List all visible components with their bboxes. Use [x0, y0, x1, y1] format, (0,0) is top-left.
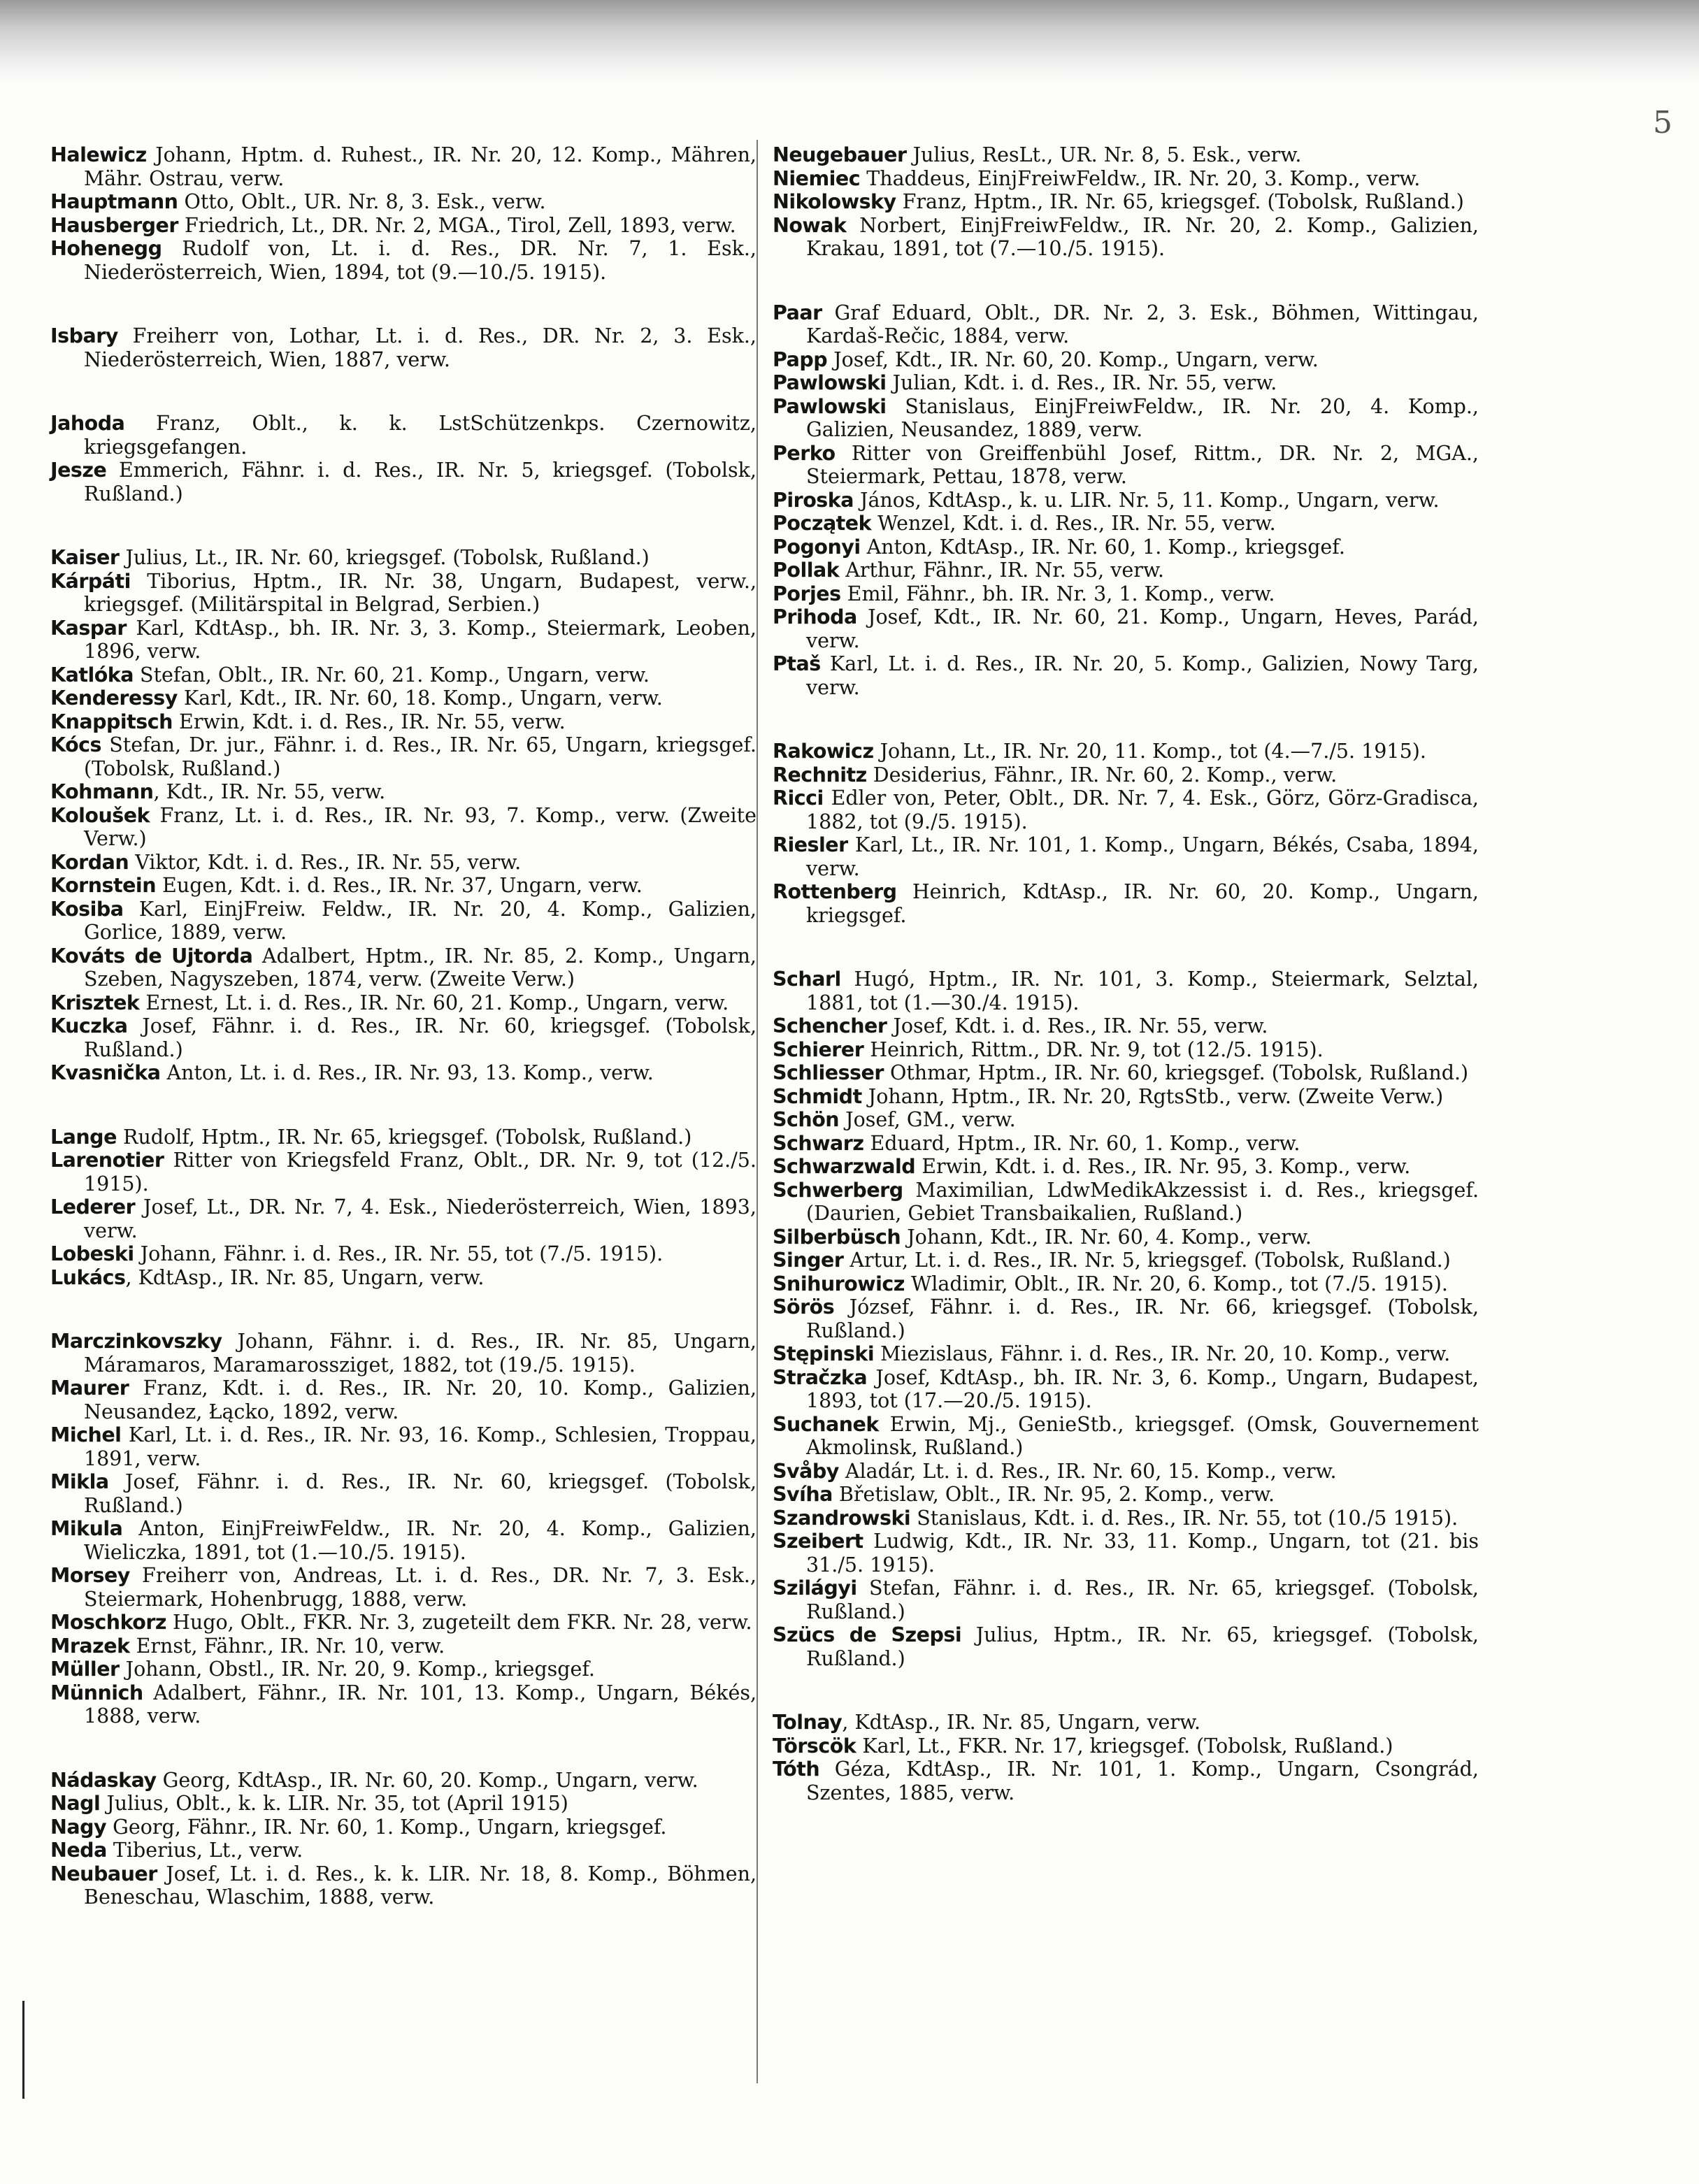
entry-surname: Pollak: [773, 559, 840, 582]
list-entry: [50, 1014, 757, 1061]
entry-details: Johann, Lt., IR. Nr. 20, 11. Komp., tot (4.—7./5. 1915).: [873, 740, 1426, 763]
entry-details: Tiberius, Lt., verw.: [106, 1839, 303, 1862]
entry-details: Graf Eduard, Oblt., DR. Nr. 2, 3. Esk., Böhmen, Wittingau, Kardaš-Rečic, 1884, verw.: [806, 301, 1479, 347]
list-entry: [50, 1658, 757, 1681]
entry-surname: Schliesser: [773, 1061, 884, 1084]
entry-details: Artur, Lt. i. d. Res., IR. Nr. 5, kriegsgef. (Tobolsk, Rußland.): [843, 1249, 1451, 1272]
list-entry: [50, 1635, 757, 1658]
list-entry: [773, 1155, 1479, 1179]
list-entry: [50, 1839, 757, 1862]
entry-surname: Porjes: [773, 582, 841, 605]
entry-surname: Kordan: [50, 850, 129, 874]
list-entry: [773, 442, 1479, 489]
entry-details: Johann, Obstl., IR. Nr. 20, 9. Komp., kriegsgef.: [119, 1658, 595, 1681]
list-entry: [773, 1132, 1479, 1156]
entry-surname: Nádaskay: [50, 1768, 157, 1792]
entry-details: Karl, Lt. i. d. Res., IR. Nr. 93, 16. Komp., Schlesien, Troppau, 1891, verw.: [84, 1423, 757, 1470]
entry-details: Géza, KdtAsp., IR. Nr. 101, 1. Komp., Ungarn, Csongrád, Szentes, 1885, verw.: [806, 1758, 1479, 1804]
list-entry: [50, 1517, 757, 1564]
list-entry: [773, 1711, 1479, 1734]
entry-surname: Schwerberg: [773, 1178, 903, 1202]
list-entry: [773, 605, 1479, 652]
list-entry: [773, 1295, 1479, 1342]
entry-surname: Kvasnička: [50, 1061, 161, 1084]
entry-surname: Katlóka: [50, 663, 134, 687]
list-entry: [773, 1038, 1479, 1062]
entry-surname: Scharl: [773, 968, 841, 991]
entry-surname: Schierer: [773, 1037, 864, 1061]
entry-details: Johann, Hptm. d. Ruhest., IR. Nr. 20, 12. Komp., Mähren, Mähr. Ostrau, verw.: [84, 143, 757, 190]
entry-surname: Rottenberg: [773, 880, 897, 903]
scan-shadow: [0, 0, 1699, 84]
entry-surname: Tolnay: [773, 1711, 843, 1734]
list-entry: [50, 1769, 757, 1793]
entry-details: Josef, Kdt., IR. Nr. 60, 20. Komp., Ungarn, verw.: [827, 347, 1319, 371]
list-entry: [773, 301, 1479, 348]
list-entry: [50, 804, 757, 851]
entry-details: József, Fähnr. i. d. Res., IR. Nr. 66, kriegsgef. (Tobolsk, Rußland.): [806, 1295, 1479, 1342]
list-entry: [50, 1266, 757, 1290]
list-entry: [50, 617, 757, 663]
entry-surname: Sörös: [773, 1295, 835, 1319]
entry-details: Erwin, Kdt. i. d. Res., IR. Nr. 55, verw.: [172, 710, 566, 733]
list-entry: [773, 489, 1479, 512]
entry-surname: Hauptmann: [50, 190, 178, 213]
entry-details: Adalbert, Hptm., IR. Nr. 85, 2. Komp., Ungarn, Szeben, Nagyszeben, 1874, verw. (Zweite Verw.): [84, 944, 757, 991]
entry-surname: Paar: [773, 301, 822, 324]
entry-details: Hugo, Oblt., FKR. Nr. 3, zugeteilt dem FKR. Nr. 28, verw.: [166, 1611, 752, 1634]
entry-details: Franz, Hptm., IR. Nr. 65, kriegsgef. (Tobolsk, Rußland.): [896, 190, 1464, 213]
entry-details: Adalbert, Fähnr., IR. Nr. 101, 13. Komp., Ungarn, Békés, 1888, verw.: [84, 1681, 757, 1727]
entry-details: Julius, Lt., IR. Nr. 60, kriegsgef. (Tobolsk, Rußland.): [119, 546, 650, 569]
entry-surname: Pogonyi: [773, 535, 861, 559]
entry-surname: Kaspar: [50, 616, 127, 640]
entry-surname: Hohenegg: [50, 237, 162, 260]
section-gap: [50, 284, 757, 324]
section-gap: [50, 1728, 757, 1769]
entry-surname: Szandrowski: [773, 1506, 911, 1530]
entry-surname: Marczinkovszky: [50, 1330, 222, 1353]
entry-surname: Kócs: [50, 733, 102, 756]
entry-details: Ernest, Lt. i. d. Res., IR. Nr. 60, 21. Komp., Ungarn, verw.: [139, 991, 729, 1014]
entry-details: Josef, KdtAsp., bh. IR. Nr. 3, 6. Komp., Ungarn, Budapest, 1893, tot (17.—20./5. 1915).: [806, 1365, 1479, 1412]
entry-surname: Neugebauer: [773, 143, 907, 166]
entry-details: János, KdtAsp., k. u. LIR. Nr. 5, 11. Komp., Ungarn, verw.: [853, 488, 1440, 512]
entry-surname: Münnich: [50, 1681, 143, 1704]
list-entry: [773, 536, 1479, 559]
entry-details: Franz, Oblt., k. k. LstSchützenkps. Czernowitz, kriegsgefangen.: [84, 412, 757, 459]
entry-details: Stefan, Fähnr. i. d. Res., IR. Nr. 65, kriegsgef. (Tobolsk, Rußland.): [806, 1576, 1479, 1623]
entry-surname: Moschkorz: [50, 1611, 166, 1634]
entry-details: Karl, Lt., IR. Nr. 101, 1. Komp., Ungarn, Békés, Csaba, 1894, verw.: [806, 833, 1479, 880]
entry-surname: Kornstein: [50, 874, 156, 897]
entry-details: Tiborius, Hptm., IR. Nr. 38, Ungarn, Budapest, verw., kriegsgef. (Militärspital in Belgrad, Serbien.): [84, 569, 757, 616]
list-entry: [773, 1623, 1479, 1670]
list-entry: [773, 763, 1479, 787]
entry-details: Josef, Fähnr. i. d. Res., IR. Nr. 60, kriegsgef. (Tobolsk, Rußland.): [84, 1470, 757, 1517]
list-entry: [50, 1792, 757, 1816]
entry-details: Emil, Fähnr., bh. IR. Nr. 3, 1. Komp., verw.: [840, 582, 1275, 605]
list-entry: [50, 1816, 757, 1839]
entry-details: Viktor, Kdt. i. d. Res., IR. Nr. 55, verw.: [129, 850, 522, 874]
entry-details: Erwin, Mj., GenieStb., kriegsgef. (Omsk, Gouvernement Akmolinsk, Rußland.): [806, 1412, 1479, 1459]
entry-details: Karl, Lt., FKR. Nr. 17, kriegsgef. (Tobolsk, Rußland.): [856, 1734, 1393, 1758]
entry-surname: Knappitsch: [50, 710, 173, 733]
entry-details: Julius, Hptm., IR. Nr. 65, kriegsgef. (Tobolsk, Rußland.): [806, 1623, 1479, 1670]
entry-surname: Pawlowski: [773, 394, 887, 418]
entry-details: Hugó, Hptm., IR. Nr. 101, 3. Komp., Steiermark, Selztal, 1881, tot (1.—30./4. 1915).: [806, 968, 1479, 1014]
list-entry: [50, 1061, 757, 1085]
entry-surname: Schencher: [773, 1014, 887, 1037]
entry-surname: Mikla: [50, 1470, 109, 1493]
entry-details: Thaddeus, EinjFreiwFeldw., IR. Nr. 20, 3. Komp., verw.: [860, 166, 1421, 190]
entry-surname: Kuczka: [50, 1014, 128, 1037]
list-entry: [773, 1413, 1479, 1460]
section-gap: [50, 371, 757, 412]
entry-details: Johann, Fähnr. i. d. Res., IR. Nr. 55, tot (7./5. 1915).: [134, 1242, 664, 1265]
entry-details: Ludwig, Kdt., IR. Nr. 33, 11. Komp., Ungarn, tot (21. bis 31./5. 1915).: [806, 1530, 1479, 1576]
entry-details: Karl, Lt. i. d. Res., IR. Nr. 20, 5. Komp., Galizien, Nowy Targ, verw.: [806, 652, 1479, 699]
section-gap: [773, 261, 1479, 301]
entry-details: Heinrich, Rittm., DR. Nr. 9, tot (12./5. 1915).: [863, 1037, 1324, 1061]
list-entry: [773, 512, 1479, 536]
list-entry: [773, 348, 1479, 372]
section-gap: [50, 1085, 757, 1126]
entry-surname: Schwarz: [773, 1131, 864, 1155]
list-entry: [50, 237, 757, 284]
entry-surname: Schön: [773, 1108, 840, 1131]
list-entry: [773, 1249, 1479, 1272]
entry-details: Emmerich, Fähnr. i. d. Res., IR. Nr. 5, kriegsgef. (Tobolsk, Rußland.): [84, 459, 757, 505]
entry-details: Stefan, Oblt., IR. Nr. 60, 21. Komp., Ungarn, verw.: [133, 663, 650, 687]
entry-surname: Silberbüsch: [773, 1225, 901, 1249]
entry-surname: Riesler: [773, 833, 848, 856]
entry-details: , KdtAsp., IR. Nr. 85, Ungarn, verw.: [125, 1265, 485, 1289]
list-entry: [773, 1734, 1479, 1758]
list-entry: [50, 1470, 757, 1517]
entry-details: Julius, ResLt., UR. Nr. 8, 5. Esk., verw.: [906, 143, 1302, 166]
entry-surname: Kováts de Ujtorda: [50, 944, 253, 968]
entry-surname: Maurer: [50, 1377, 129, 1400]
entry-surname: Początek: [773, 512, 872, 535]
entry-details: Franz, Kdt. i. d. Res., IR. Nr. 20, 10. Komp., Galizien, Neusandez, Łącko, 1892, verw.: [84, 1377, 757, 1423]
entry-details: Ritter von Kriegsfeld Franz, Oblt., DR. Nr. 9, tot (12./5. 1915).: [84, 1149, 757, 1195]
entry-surname: Kárpáti: [50, 569, 131, 593]
list-entry: [50, 944, 757, 991]
entry-surname: Stračzka: [773, 1365, 868, 1389]
list-entry: [50, 190, 757, 214]
list-entry: [773, 214, 1479, 261]
entry-details: Wenzel, Kdt. i. d. Res., IR. Nr. 55, verw.: [871, 512, 1276, 535]
section-gap: [50, 505, 757, 546]
entry-surname: Nowak: [773, 213, 847, 237]
entry-details: , Kdt., IR. Nr. 55, verw.: [153, 780, 386, 803]
list-entry: [50, 1242, 757, 1266]
list-entry: [50, 898, 757, 944]
column-divider: [757, 140, 758, 2083]
entry-details: Stefan, Dr. jur., Fähnr. i. d. Res., IR. Nr. 65, Ungarn, kriegsgef. (Tobolsk, Rußland.): [84, 733, 757, 780]
entry-details: Ernst, Fähnr., IR. Nr. 10, verw.: [129, 1634, 445, 1658]
entry-surname: Stępinski: [773, 1342, 875, 1365]
entry-surname: Perko: [773, 441, 836, 465]
entry-surname: Mikula: [50, 1517, 123, 1540]
list-entry: [50, 412, 757, 459]
list-entry: [773, 1061, 1479, 1085]
entry-surname: Michel: [50, 1423, 122, 1446]
entry-surname: Svíha: [773, 1483, 833, 1506]
entry-details: Eduard, Hptm., IR. Nr. 60, 1. Komp., verw.: [863, 1131, 1300, 1155]
entry-details: Josef, Kdt. i. d. Res., IR. Nr. 55, verw.: [887, 1014, 1268, 1037]
entry-details: Johann, Kdt., IR. Nr. 60, 4. Komp., verw.: [901, 1225, 1312, 1249]
entry-details: , KdtAsp., IR. Nr. 85, Ungarn, verw.: [842, 1711, 1201, 1734]
list-entry: [773, 968, 1479, 1014]
entry-details: Karl, EinjFreiw. Feldw., IR. Nr. 20, 4. Komp., Galizien, Gorlice, 1889, verw.: [84, 897, 757, 944]
list-entry: [773, 652, 1479, 699]
entry-details: Eugen, Kdt. i. d. Res., IR. Nr. 37, Ungarn, verw.: [155, 874, 643, 897]
entry-details: Desiderius, Fähnr., IR. Nr. 60, 2. Komp., verw.: [866, 763, 1338, 786]
entry-surname: Schmidt: [773, 1084, 862, 1108]
list-entry: [773, 1179, 1479, 1226]
list-entry: [773, 833, 1479, 880]
entry-surname: Niemiec: [773, 166, 861, 190]
entry-details: Norbert, EinjFreiwFeldw., IR. Nr. 20, 2. Komp., Galizien, Krakau, 1891, tot (7.—10./5. 1915).: [806, 213, 1479, 260]
entry-details: Arthur, Fähnr., IR. Nr. 55, verw.: [839, 559, 1164, 582]
entry-details: Anton, EinjFreiwFeldw., IR. Nr. 20, 4. Komp., Galizien, Wieliczka, 1891, tot (1.—10./5. 1915).: [84, 1517, 757, 1564]
entry-details: Ritter von Greiffenbühl Josef, Rittm., DR. Nr. 2, MGA., Steiermark, Pettau, 1878, verw.: [806, 441, 1479, 488]
list-entry: [773, 1226, 1479, 1249]
entry-details: Josef, Lt., DR. Nr. 7, 4. Esk., Niederösterreich, Wien, 1893, verw.: [84, 1195, 757, 1242]
entry-surname: Svåby: [773, 1459, 839, 1483]
entry-surname: Lange: [50, 1125, 117, 1149]
entry-surname: Szeibert: [773, 1530, 863, 1553]
entry-details: Otto, Oblt., UR. Nr. 8, 3. Esk., verw.: [178, 190, 546, 213]
entry-surname: Lederer: [50, 1195, 136, 1219]
entry-surname: Jahoda: [50, 412, 125, 435]
list-entry: [773, 1366, 1479, 1413]
list-entry: [50, 1330, 757, 1377]
list-entry: [50, 874, 757, 898]
list-entry: [50, 570, 757, 617]
entry-details: Freiherr von, Andreas, Lt. i. d. Res., DR. Nr. 7, 3. Esk., Steiermark, Hohenbrugg, 1888, verw.: [84, 1564, 757, 1611]
entry-details: Miezislaus, Fähnr. i. d. Res., IR. Nr. 20, 10. Komp., verw.: [874, 1342, 1451, 1365]
list-entry: [50, 663, 757, 687]
list-entry: [773, 1085, 1479, 1109]
entry-surname: Rakowicz: [773, 740, 874, 763]
entry-surname: Nagy: [50, 1815, 107, 1839]
list-entry: [50, 1377, 757, 1423]
list-entry: [50, 991, 757, 1015]
entry-surname: Koloušek: [50, 803, 150, 827]
list-entry: [773, 880, 1479, 927]
entry-surname: Lukács: [50, 1265, 126, 1289]
list-entry: [50, 324, 757, 371]
entry-details: Erwin, Kdt. i. d. Res., IR. Nr. 95, 3. Komp., verw.: [915, 1155, 1411, 1178]
list-entry: [50, 1423, 757, 1470]
list-entry: [773, 1014, 1479, 1038]
entry-surname: Piroska: [773, 488, 854, 512]
list-entry: [50, 1862, 757, 1909]
entry-details: Johann, Hptm., IR. Nr. 20, RgtsStb., verw. (Zweite Verw.): [861, 1084, 1444, 1108]
entry-surname: Kohmann: [50, 780, 154, 803]
entry-surname: Halewicz: [50, 143, 147, 166]
entry-details: Othmar, Hptm., IR. Nr. 60, kriegsgef. (Tobolsk, Rußland.): [883, 1061, 1469, 1084]
entry-details: Friedrich, Lt., DR. Nr. 2, MGA., Tirol, Zell, 1893, verw.: [178, 213, 736, 237]
list-entry: [773, 143, 1479, 167]
entry-surname: Hausberger: [50, 213, 178, 237]
list-entry: [50, 546, 757, 570]
entry-details: Josef, Fähnr. i. d. Res., IR. Nr. 60, kriegsgef. (Tobolsk, Rußland.): [84, 1014, 757, 1061]
entry-surname: Papp: [773, 347, 828, 371]
list-entry: [50, 459, 757, 505]
list-entry: [773, 1530, 1479, 1576]
entry-surname: Törscök: [773, 1734, 856, 1758]
entry-surname: Morsey: [50, 1564, 130, 1587]
list-entry: [773, 190, 1479, 214]
entry-surname: Mrazek: [50, 1634, 130, 1658]
section-gap: [50, 1289, 757, 1330]
list-entry: [50, 780, 757, 804]
entry-surname: Ptaš: [773, 652, 821, 675]
list-entry: [773, 582, 1479, 606]
right-column: [773, 143, 1479, 1804]
list-entry: [773, 559, 1479, 582]
entry-surname: Kosiba: [50, 897, 124, 921]
entry-surname: Nikolowsky: [773, 190, 896, 213]
list-entry: [773, 395, 1479, 442]
entry-surname: Müller: [50, 1658, 120, 1681]
list-entry: [50, 851, 757, 875]
list-entry: [50, 710, 757, 734]
list-entry: [50, 1611, 757, 1635]
entry-surname: Szücs de Szepsi: [773, 1623, 962, 1646]
list-entry: [50, 1126, 757, 1149]
entry-surname: Singer: [773, 1249, 844, 1272]
entry-details: Aladár, Lt. i. d. Res., IR. Nr. 60, 15. Komp., verw.: [838, 1459, 1337, 1483]
section-gap: [773, 1670, 1479, 1711]
entry-surname: Suchanek: [773, 1412, 879, 1436]
entry-details: Julius, Oblt., k. k. LIR. Nr. 35, tot (April 1915): [100, 1792, 568, 1815]
entry-details: Georg, Fähnr., IR. Nr. 60, 1. Komp., Ungarn, kriegsgef.: [106, 1815, 667, 1839]
entry-surname: Jesze: [50, 459, 107, 482]
entry-details: Josef, Lt. i. d. Res., k. k. LIR. Nr. 18, 8. Komp., Böhmen, Beneschau, Wlaschim, 1888, verw.: [84, 1862, 757, 1909]
entry-surname: Tóth: [773, 1758, 820, 1781]
list-entry: [773, 1758, 1479, 1804]
entry-details: Georg, KdtAsp., IR. Nr. 60, 20. Komp., Ungarn, verw.: [156, 1768, 698, 1792]
list-entry: [773, 786, 1479, 833]
list-entry: [50, 1681, 757, 1728]
entry-details: Karl, KdtAsp., bh. IR. Nr. 3, 3. Komp., Steiermark, Leoben, 1896, verw.: [84, 616, 757, 663]
entry-surname: Kaiser: [50, 546, 120, 569]
entry-details: Freiherr von, Lothar, Lt. i. d. Res., DR. Nr. 2, 3. Esk., Niederösterreich, Wien, 1887, verw.: [84, 324, 757, 371]
list-entry: [50, 687, 757, 710]
list-entry: [773, 167, 1479, 191]
margin-mark: [22, 2001, 24, 2099]
list-entry: [773, 1342, 1479, 1366]
list-entry: [50, 1149, 757, 1195]
entry-surname: Ricci: [773, 786, 824, 810]
entry-details: Johann, Fähnr. i. d. Res., IR. Nr. 85, Ungarn, Máramaros, Maramarossziget, 1882, tot (19./5. 1915).: [84, 1330, 757, 1377]
entry-surname: Krisztek: [50, 991, 140, 1014]
entry-details: Maximilian, LdwMedikAkzessist i. d. Res., kriegsgef. (Daurien, Gebiet Transbaikalien, Rußland.): [806, 1178, 1479, 1225]
entry-details: Karl, Kdt., IR. Nr. 60, 18. Komp., Ungarn, verw.: [177, 687, 663, 710]
entry-details: Josef, Kdt., IR. Nr. 60, 21. Komp., Ungarn, Heves, Parád, verw.: [806, 605, 1479, 652]
entry-surname: Neubauer: [50, 1862, 157, 1885]
entry-surname: Kenderessy: [50, 687, 178, 710]
list-entry: [773, 740, 1479, 763]
list-entry: [773, 1483, 1479, 1507]
section-gap: [773, 699, 1479, 740]
entry-surname: Pawlowski: [773, 371, 887, 394]
entry-details: Edler von, Peter, Oblt., DR. Nr. 7, 4. Esk., Görz, Görz-Gradisca, 1882, tot (9./5. 1915).: [806, 786, 1479, 833]
list-entry: [773, 371, 1479, 395]
entry-surname: Isbary: [50, 324, 118, 347]
entry-details: Julian, Kdt. i. d. Res., IR. Nr. 55, verw.: [886, 371, 1277, 394]
list-entry: [773, 1272, 1479, 1296]
list-entry: [773, 1460, 1479, 1483]
entry-surname: Szilágyi: [773, 1576, 857, 1600]
list-entry: [50, 733, 757, 780]
entry-surname: Lobeski: [50, 1242, 134, 1265]
entry-details: Rudolf, Hptm., IR. Nr. 65, kriegsgef. (Tobolsk, Rußland.): [116, 1125, 692, 1149]
page-number: 5: [1653, 105, 1672, 141]
entry-details: Stanislaus, Kdt. i. d. Res., IR. Nr. 55, tot (10./5 1915).: [910, 1506, 1458, 1530]
entry-details: Rudolf von, Lt. i. d. Res., DR. Nr. 7, 1. Esk., Niederösterreich, Wien, 1894, tot (9.—10./5. 1915).: [84, 237, 757, 284]
list-entry: [773, 1507, 1479, 1530]
entry-surname: Prihoda: [773, 605, 857, 628]
entry-details: Stanislaus, EinjFreiwFeldw., IR. Nr. 20, 4. Komp., Galizien, Neusandez, 1889, verw.: [806, 394, 1479, 441]
entry-details: Břetislaw, Oblt., IR. Nr. 95, 2. Komp., verw.: [832, 1483, 1275, 1506]
entry-surname: Neda: [50, 1839, 107, 1862]
list-entry: [50, 143, 757, 190]
entry-surname: Snihurowicz: [773, 1272, 905, 1295]
list-entry: [50, 1564, 757, 1611]
entry-details: Franz, Lt. i. d. Res., IR. Nr. 93, 7. Komp., verw. (Zweite Verw.): [84, 803, 757, 850]
entry-details: Anton, Lt. i. d. Res., IR. Nr. 93, 13. Komp., verw.: [160, 1061, 654, 1084]
entry-details: Anton, KdtAsp., IR. Nr. 60, 1. Komp., kriegsgef.: [860, 535, 1345, 559]
entry-details: Josef, GM., verw.: [839, 1108, 1016, 1131]
entry-surname: Larenotier: [50, 1149, 164, 1172]
section-gap: [773, 927, 1479, 968]
list-entry: [50, 1195, 757, 1242]
entry-details: Wladimir, Oblt., IR. Nr. 20, 6. Komp., tot (7./5. 1915).: [904, 1272, 1448, 1295]
list-entry: [50, 214, 757, 238]
entry-surname: Nagl: [50, 1792, 101, 1815]
list-entry: [773, 1108, 1479, 1132]
list-entry: [773, 1576, 1479, 1623]
entry-surname: Schwarzwald: [773, 1155, 916, 1178]
entry-details: Heinrich, KdtAsp., IR. Nr. 60, 20. Komp., Ungarn, kriegsgef.: [806, 880, 1479, 927]
entry-surname: Rechnitz: [773, 763, 867, 786]
left-column: [50, 143, 757, 1909]
